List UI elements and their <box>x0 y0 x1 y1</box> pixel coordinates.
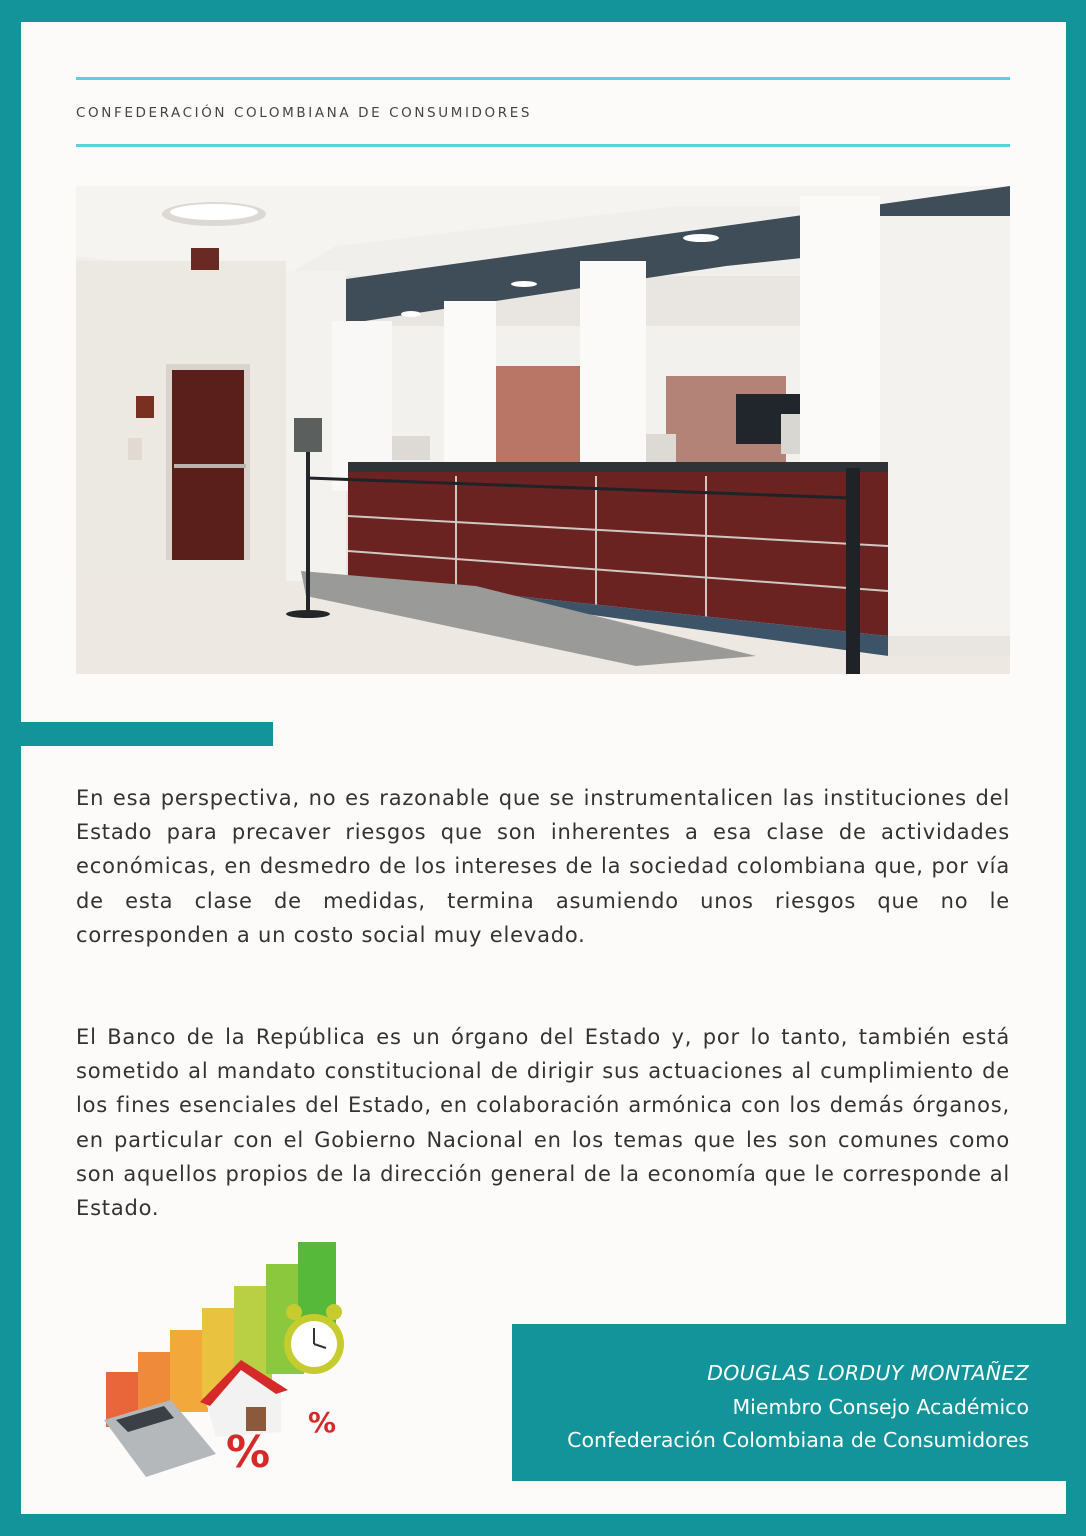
percent-symbol: % <box>308 1406 337 1439</box>
author-organization: Confederación Colombiana de Consumidores <box>567 1428 1029 1452</box>
author-name: DOUGLAS LORDUY MONTAÑEZ <box>707 1361 1029 1385</box>
author-role: Miembro Consejo Académico <box>732 1394 1029 1419</box>
section-accent-tab <box>21 722 273 746</box>
header-bottom-rule <box>76 144 1010 147</box>
page <box>21 22 1066 1514</box>
header-organization: CONFEDERACIÓN COLOMBIANA DE CONSUMIDORES <box>76 105 533 121</box>
economy-illustration <box>76 1232 368 1487</box>
percent-symbol: % <box>226 1427 271 1478</box>
author-signature-box <box>512 1324 1066 1481</box>
article-paragraph: El Banco de la República es un órgano del Estado y, por lo tanto, también está sometido al mandato constitucional de dirigir sus actuaciones al cumplimiento de los fines esenciales del Estado, en colaboración armónica con los demás órganos, en particular con el Gobierno Nacional en los temas que les son comunes como son aquellos propios de la dirección general de la economía que le corresponde al Estado. <box>76 1025 1010 1221</box>
bank-lobby-photo <box>76 186 1010 674</box>
header-top-rule <box>76 77 1010 80</box>
article-paragraph: En esa perspectiva, no es razonable que se instrumentalicen las instituciones del Estado para precaver riesgos que son inherentes a esa clase de actividades económicas, en desmedro de los intereses de la sociedad colombiana que, por vía de esta clase de medidas, termina asumiendo unos riesgos que no le corresponden a un costo social muy elevado. <box>76 786 1010 947</box>
